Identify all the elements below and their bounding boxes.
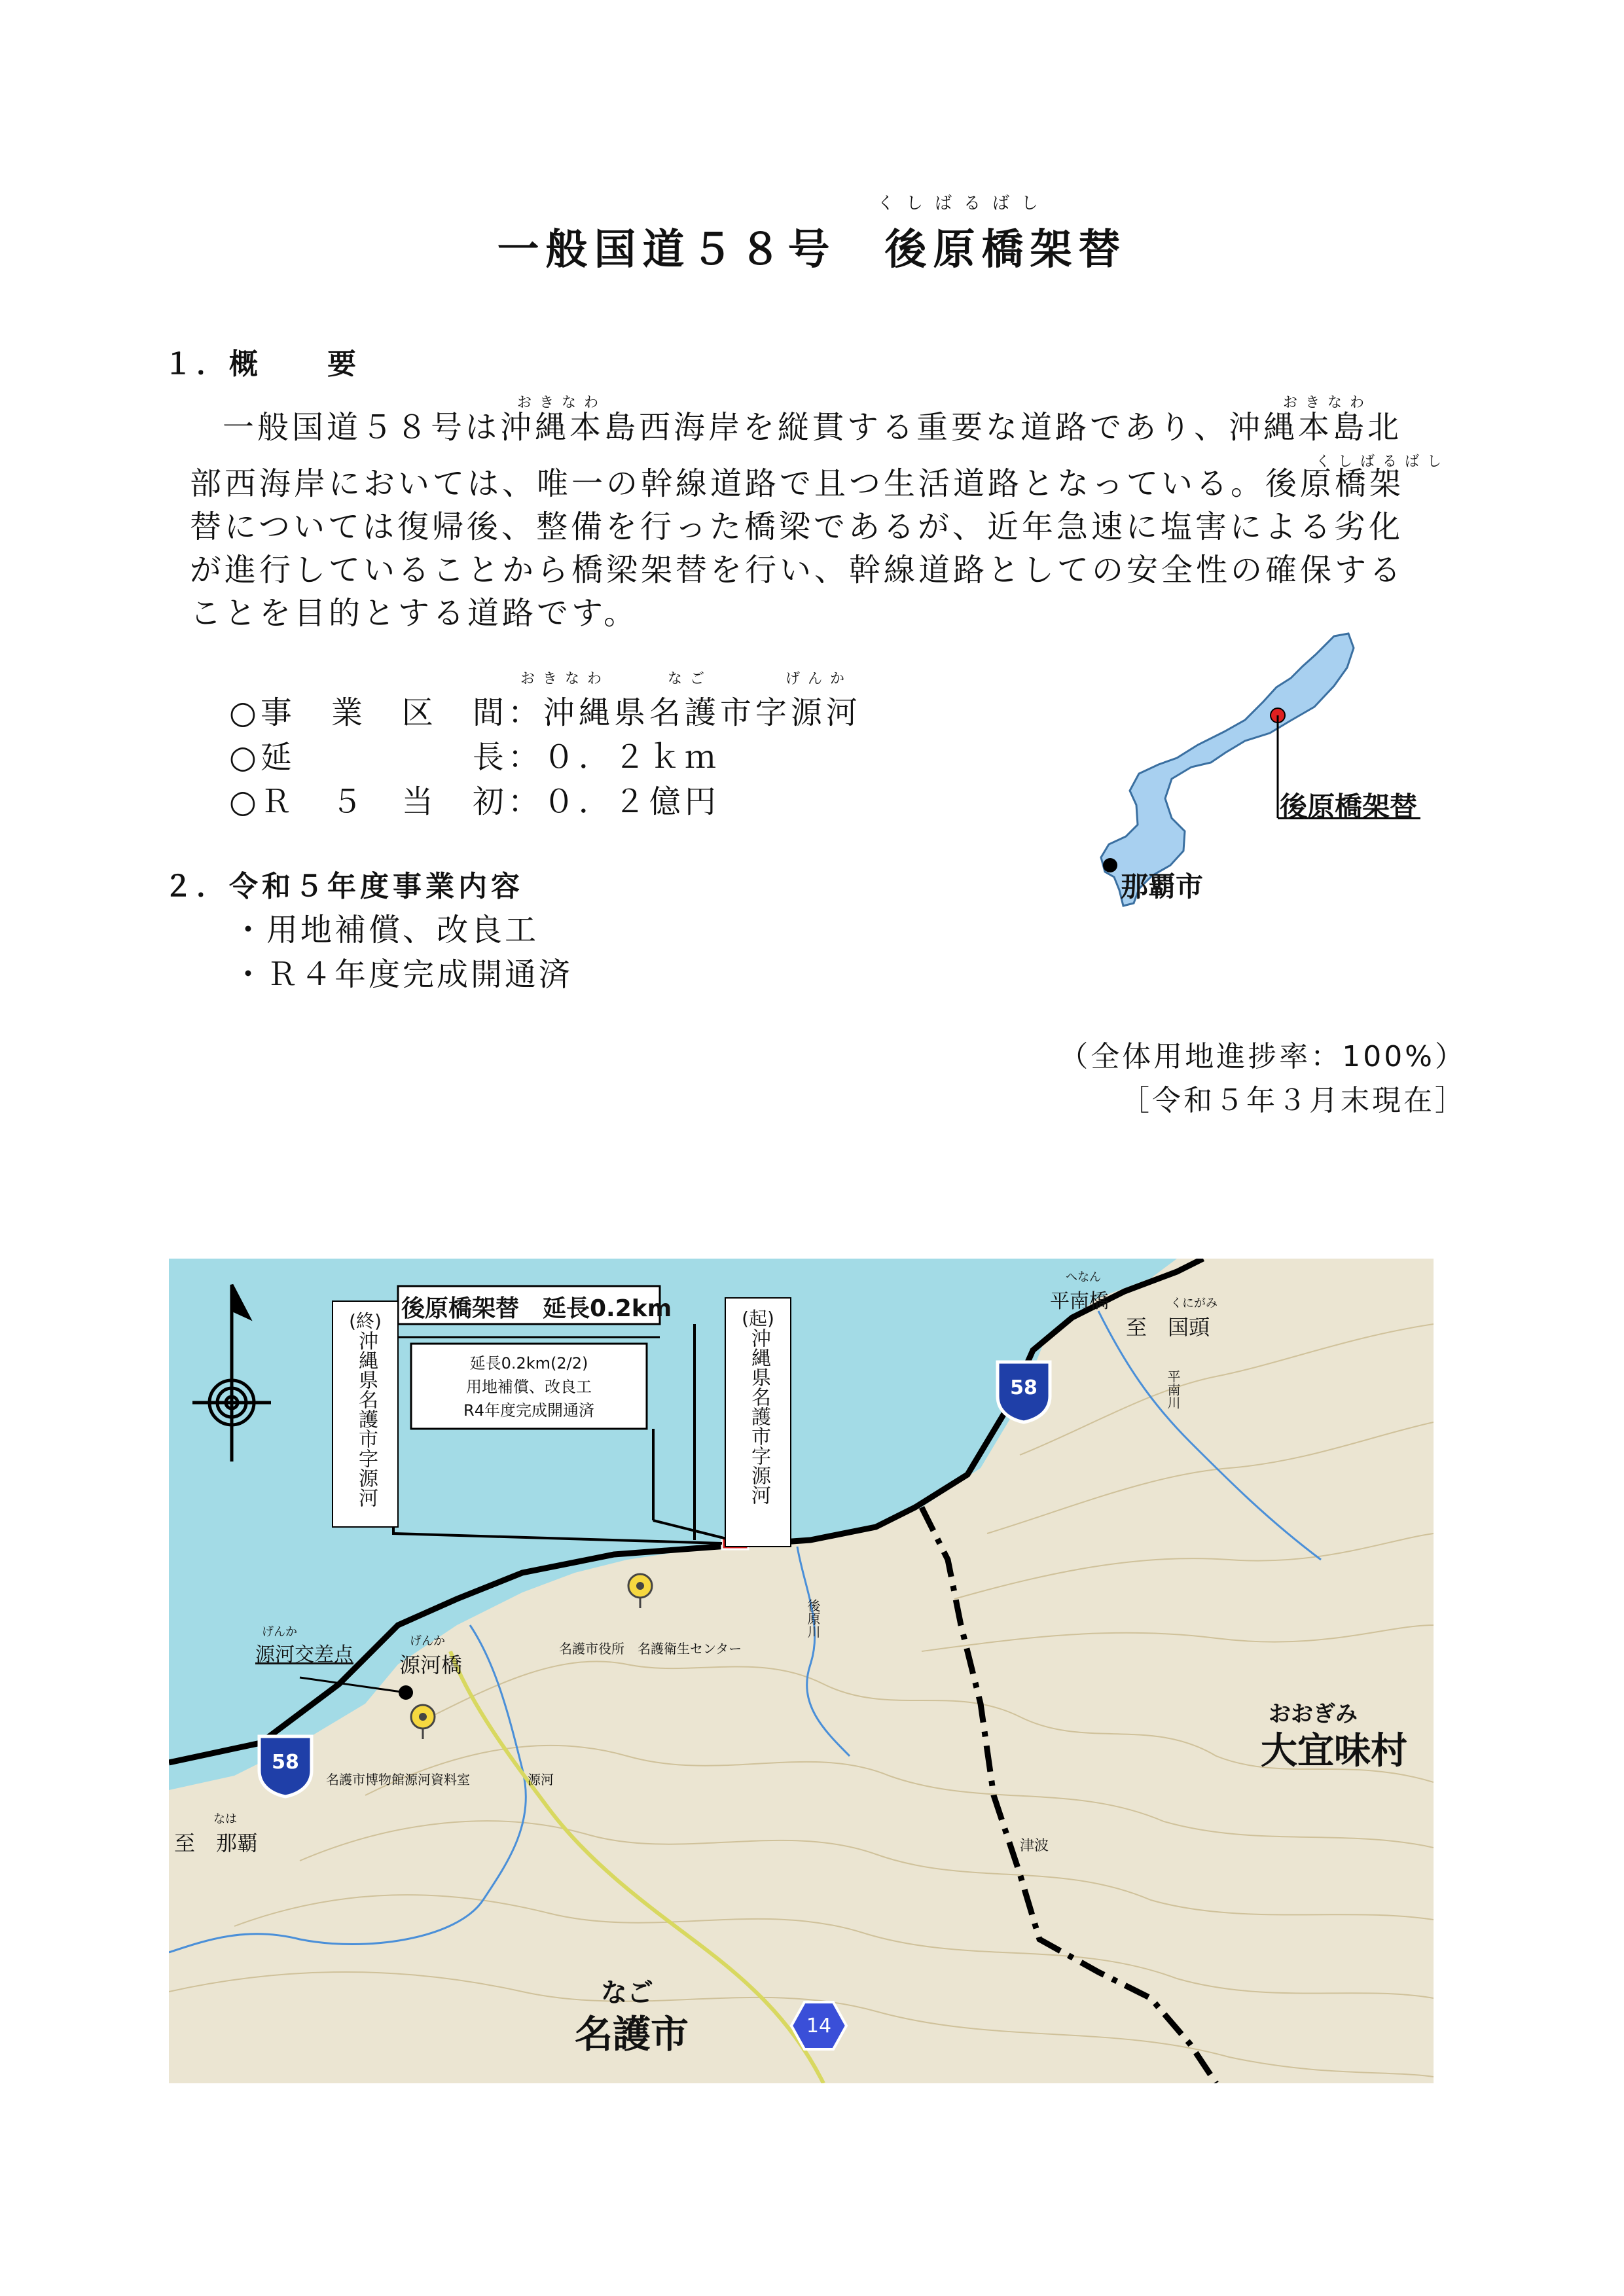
page-title: 一般国道５８号 後原橋架替 くしばるばし — [0, 216, 1624, 276]
locator-city-label: 那覇市 — [1121, 870, 1204, 903]
paragraph-line: が進行していることから橋梁架替を行い、幹線道路としての安全性の確保する — [190, 552, 1405, 588]
section2-heading: ２．令和５年度事業内容 — [164, 870, 524, 903]
small-label: 後原川 — [805, 1599, 821, 1638]
paragraph-line: 部西海岸においては、唯一の幹線道路で且つ生活道路となっている。後原橋架 — [190, 465, 1405, 502]
land-rate: （全体用地進捗率：100%） — [1059, 1040, 1466, 1073]
small-label: 平南川 — [1165, 1370, 1181, 1409]
heinan-bridge-ruby: へなん — [1066, 1270, 1101, 1284]
ruby-okinawa-item: おきなわ — [520, 671, 610, 687]
bullet-item: ・用地補償、改良工 — [232, 912, 539, 948]
overview-paragraph-cont — [190, 462, 1486, 635]
to-kunigami-label: 至 国頭 — [1126, 1315, 1210, 1340]
locator-target-label: 後原橋架替 — [1280, 791, 1418, 823]
title-ruby: くしばるばし — [877, 194, 1051, 213]
nago-label: 名護市 — [575, 2012, 689, 2056]
ruby-okinawa-1: おきなわ — [517, 395, 607, 411]
status-date: ［令和５年３月末現在］ — [1121, 1084, 1466, 1117]
ruby-genka-item: げんか — [785, 671, 853, 687]
ruby-okinawa-2: おきなわ — [1283, 395, 1373, 411]
small-label: 源河 — [528, 1772, 554, 1787]
to-naha-label: 至 那覇 — [174, 1831, 259, 1856]
to-kunigami-ruby: くにがみ — [1170, 1297, 1218, 1310]
ogimi-label: 大宜味村 — [1261, 1730, 1407, 1772]
paragraph-line: 替については復帰後、整備を行った橋梁であるが、近年急速に塩害による劣化 — [190, 509, 1404, 545]
ruby-nago-item: なご — [668, 671, 713, 687]
ruby-kushibarubashi: くしばるばし — [1316, 454, 1450, 470]
project-box-title: 後原橋架替 延長0.2km — [401, 1295, 672, 1322]
genka-intersection-label: 源河交差点 — [255, 1643, 353, 1666]
bullet-item: ・Ｒ４年度完成開通済 — [232, 956, 573, 993]
section1-heading: １．概 要 — [164, 348, 360, 381]
item-length: ○延 長：０．２ｋｍ — [229, 739, 720, 776]
naha-dot — [1103, 858, 1117, 872]
to-naha-ruby: なは — [213, 1812, 237, 1826]
item-section: ○事 業 区 間：沖縄県名護市字源河 — [229, 694, 861, 731]
small-label: 名護市役所 名護衛生センター — [559, 1641, 742, 1657]
paragraph-line: 一般国道５８号は沖縄本島西海岸を縦貫する重要な道路であり、沖縄本島北 — [223, 409, 1403, 446]
heinan-bridge-label: 平南橋 — [1050, 1290, 1109, 1313]
paragraph-line: ことを目的とする道路です。 — [190, 595, 639, 632]
end-label-body: 沖縄県名護市字源河 — [355, 1331, 378, 1507]
location-map — [169, 1259, 1434, 2083]
start-label-body: 沖縄県名護市字源河 — [748, 1328, 770, 1505]
small-label: 名護市博物館源河資料室 — [326, 1772, 470, 1787]
genka-bridge-ruby: げんか — [410, 1634, 445, 1648]
start-label-head: (起) — [742, 1308, 774, 1329]
route-58-a: 58 — [1010, 1376, 1038, 1399]
overview-paragraph — [223, 406, 1479, 449]
end-label-head: (終) — [349, 1310, 382, 1332]
route-14: 14 — [806, 2015, 832, 2037]
ogimi-ruby: おおぎみ — [1269, 1701, 1358, 1727]
route-58-b: 58 — [272, 1751, 299, 1774]
small-label: 津波 — [1020, 1838, 1049, 1854]
nago-ruby: なご — [601, 1978, 653, 2008]
project-box-lines: 延長0.2km(2/2) 用地補償、改良工 R4年度完成開通済 — [463, 1354, 594, 1420]
genka-bridge-label: 源河橋 — [399, 1653, 463, 1677]
genka-intersection-ruby: げんか — [262, 1625, 297, 1639]
item-budget: ○Ｒ ５ 当 初：０．２億円 — [229, 783, 720, 820]
